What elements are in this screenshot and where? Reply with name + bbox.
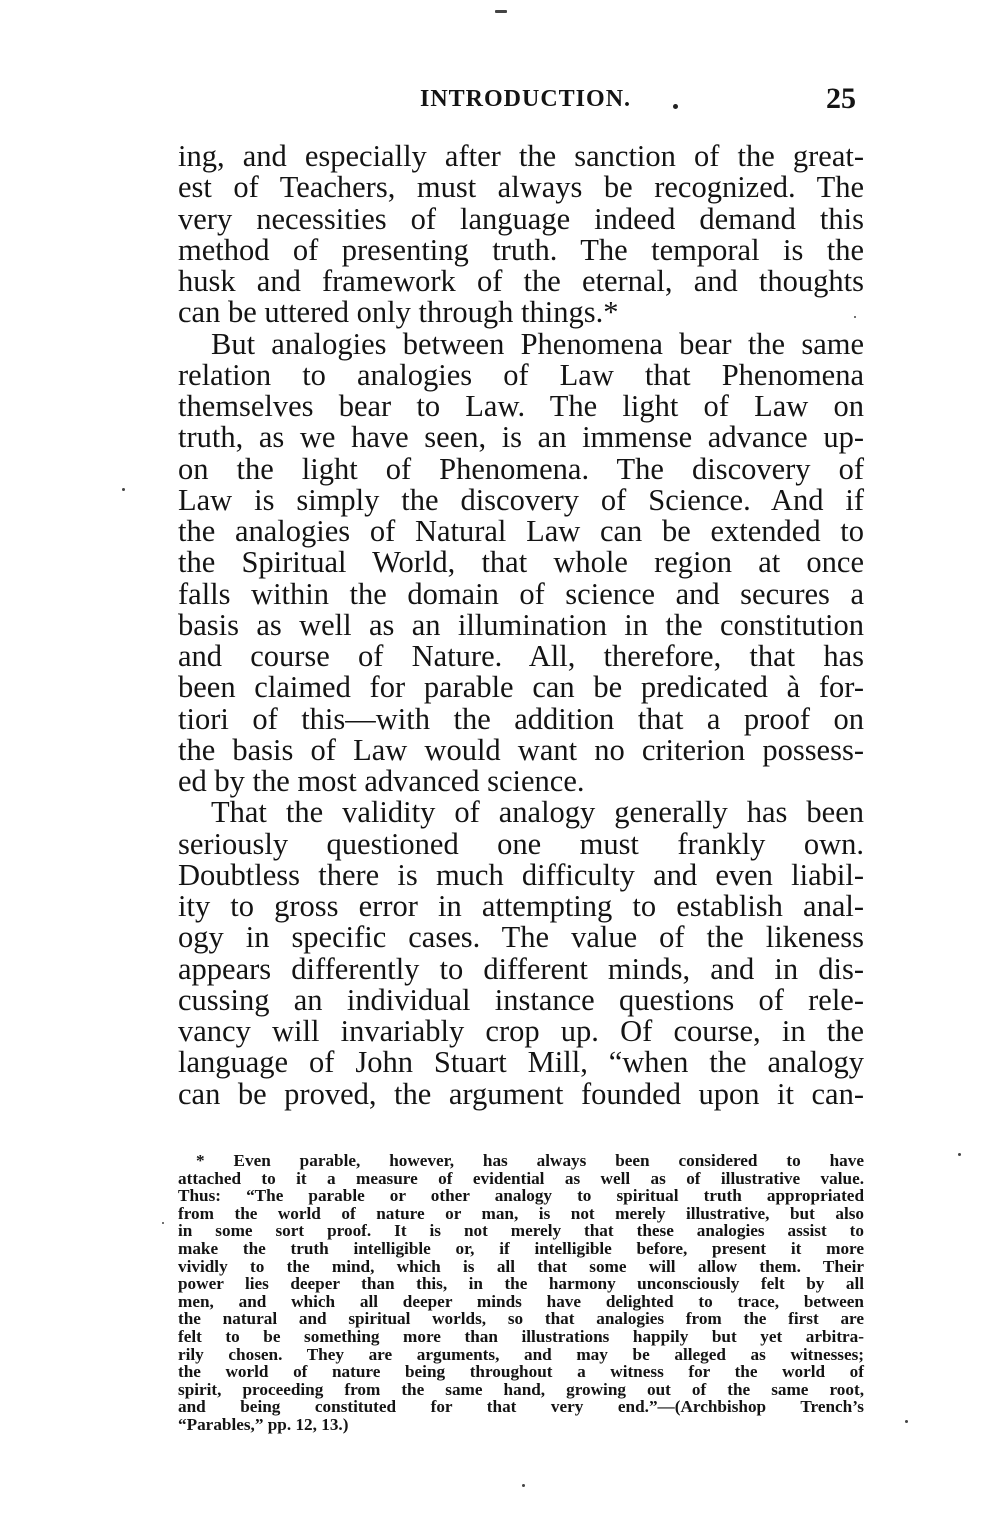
footnote-line: men, and which all deeper minds have delighted to trace, between [178,1291,864,1311]
body-line: cussing an individual instance questions of rele- [178,982,864,1017]
running-title: INTRODUCTION. [420,86,632,112]
footnote-line: in some sort proof. It is not merely that these analogies assist to [178,1221,864,1241]
body-line: very necessities of language indeed demand this [178,201,864,236]
body-line: Doubtless there is much difficulty and even liabil- [178,857,864,892]
body-line: language of John Stuart Mill, “when the analogy [178,1045,864,1080]
footnote-line: * Even parable, however, has always been considered to have [196,1151,864,1170]
footnote-line: the natural and spiritual worlds, so that analogies from the first are [178,1309,864,1329]
scan-speck [122,488,125,491]
body-line: ed by the most advanced science. [178,764,585,798]
footnote [178,1152,864,1434]
footnote-line: vividly to the mind, which is all that some will allow them. Their [178,1256,864,1276]
footnote-line: from the world of nature or man, is not merely illustrative, but also [178,1203,864,1223]
body-line: ogy in specific cases. The value of the likeness [178,920,864,955]
body-line: ity to gross error in attempting to establish anal- [178,889,864,923]
footnote-line: the world of nature being throughout a witness for the world of [178,1362,864,1382]
body-line: can be uttered only through things.* [178,295,619,330]
footnote-line: spirit, proceeding from the same hand, growing out of the same root, [178,1379,864,1399]
body-line: been claimed for parable can be predicated à for- [178,670,864,705]
footnote-line: Thus: “The parable or other analogy to spiritual truth appropriated [178,1186,864,1206]
body-line: tiori of this—with the addition that a proof on [178,701,864,736]
body-text [178,141,864,1110]
body-line: relation to analogies of Law that Phenomena [178,357,864,392]
footnote-line: power lies deeper than this, in the harmony unconsciously felt by all [178,1274,864,1294]
scan-speck [522,1484,525,1487]
body-line: appears differently to different minds, and in dis- [178,951,864,986]
body-line: method of presenting truth. The temporal is the [178,232,864,267]
header-dot [673,104,678,109]
body-line: the analogies of Natural Law can be extended to [178,514,864,548]
body-line: themselves bear to Law. The light of Law on [178,389,864,423]
body-line: basis as well as an illumination in the constitution [178,607,864,642]
scan-speck [958,1153,961,1156]
body-line: vancy will invariably crop up. Of course, in the [178,1014,864,1048]
body-line: ing, and especially after the sanction of the great- [178,139,864,173]
scan-speck [854,316,856,318]
body-line: on the light of Phenomena. The discovery of [178,451,864,486]
body-line: But analogies between Phenomena bear the same [211,326,864,361]
body-line: the basis of Law would want no criterion possess- [178,732,864,767]
footnote-line: and being constituted for that very end.”—(Archbishop Trench’s [178,1397,864,1417]
body-line: seriously questioned one must frankly own. [178,826,864,861]
body-line: Law is simply the discovery of Science. And if [178,482,864,517]
body-line: the Spiritual World, that whole region at once [178,545,864,580]
scan-speck [495,10,507,13]
page-number: 25 [826,82,856,115]
body-line: can be proved, the argument founded upon it can- [178,1076,864,1111]
scan-speck [905,1420,908,1423]
body-line: truth, as we have seen, is an immense advance up- [178,420,864,455]
footnote-line: rily chosen. They are arguments, and may be alleged as witnesses; [178,1344,864,1364]
body-line: falls within the domain of science and secures a [178,576,864,611]
body-line: That the validity of analogy generally has been [211,795,864,830]
footnote-line: make the truth intelligible or, if intelligible before, present it more [178,1238,864,1258]
body-line: and course of Nature. All, therefore, that has [178,639,864,673]
scan-speck [162,1222,164,1224]
body-line: husk and framework of the eternal, and thoughts [178,264,864,298]
footnote-line: attached to it a measure of evidential as well as of illustrative value. [178,1168,864,1188]
body-line: est of Teachers, must always be recognized. The [178,170,864,205]
footnote-line: “Parables,” pp. 12, 13.) [178,1414,349,1434]
footnote-line: felt to be something more than illustrations happily but yet arbitra- [178,1326,864,1346]
